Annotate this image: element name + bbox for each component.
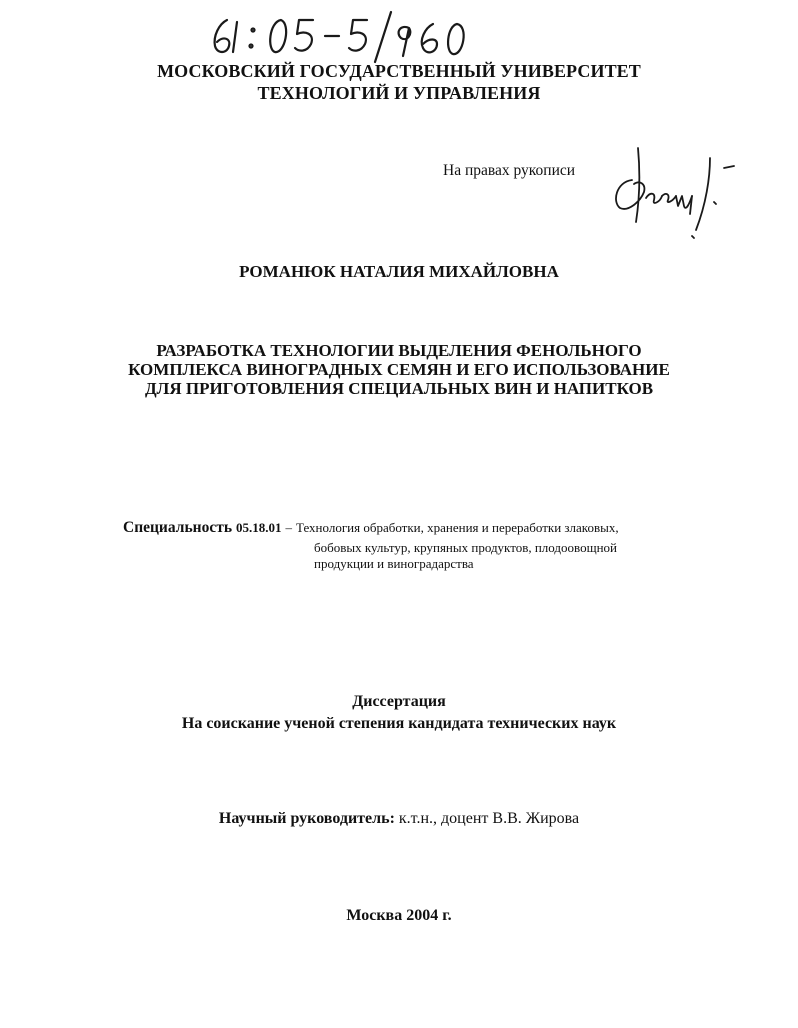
document-type bbox=[0, 691, 798, 735]
specialty-label: Специальность bbox=[123, 519, 233, 536]
supervisor-label: Научный руководитель: bbox=[218, 810, 395, 827]
handwritten-signature bbox=[606, 140, 741, 240]
handwritten-catalog-number bbox=[205, 6, 505, 66]
specialty-dash: – bbox=[285, 520, 293, 535]
title-line-1: РАЗРАБОТКА ТЕХНОЛОГИИ ВЫДЕЛЕНИЯ ФЕНОЛЬНОГО bbox=[156, 341, 642, 360]
document-type-subtitle: На соискание ученой степения кандидата технических наук bbox=[181, 715, 617, 732]
author-name: РОМАНЮК НАТАЛИЯ МИХАЙЛОВНА bbox=[239, 262, 559, 281]
specialty-description-line-2: бобовых культур, крупяных продуктов, плодоовощной bbox=[314, 540, 618, 555]
dissertation-title bbox=[0, 341, 798, 398]
specialty-description-line-1: Технология обработки, хранения и переработки злаковых, bbox=[296, 520, 619, 535]
specialty-line bbox=[123, 519, 763, 537]
university-line-2: ТЕХНОЛОГИЙ И УПРАВЛЕНИЯ bbox=[257, 83, 541, 103]
manuscript-rights-note: На правах рукописи bbox=[443, 162, 576, 179]
document-type-title: Диссертация bbox=[352, 693, 446, 710]
specialty-description-line-3: продукции и виноградарства bbox=[314, 556, 474, 571]
title-line-3: ДЛЯ ПРИГОТОВЛЕНИЯ СПЕЦИАЛЬНЫХ ВИН И НАПИТКОВ bbox=[144, 379, 654, 398]
university-name bbox=[0, 60, 798, 104]
specialty-description-continuation bbox=[314, 540, 617, 572]
title-line-2: КОМПЛЕКСА ВИНОГРАДНЫХ СЕМЯН И ЕГО ИСПОЛЬЗОВАНИЕ bbox=[128, 360, 670, 379]
specialty-code: 05.18.01 bbox=[236, 520, 282, 535]
university-line-1: МОСКОВСКИЙ ГОСУДАРСТВЕННЫЙ УНИВЕРСИТЕТ bbox=[157, 61, 641, 81]
scientific-supervisor bbox=[0, 810, 798, 828]
city-year: Москва 2004 г. bbox=[346, 907, 452, 924]
supervisor-value: к.т.н., доцент В.В. Жирова bbox=[398, 810, 580, 827]
